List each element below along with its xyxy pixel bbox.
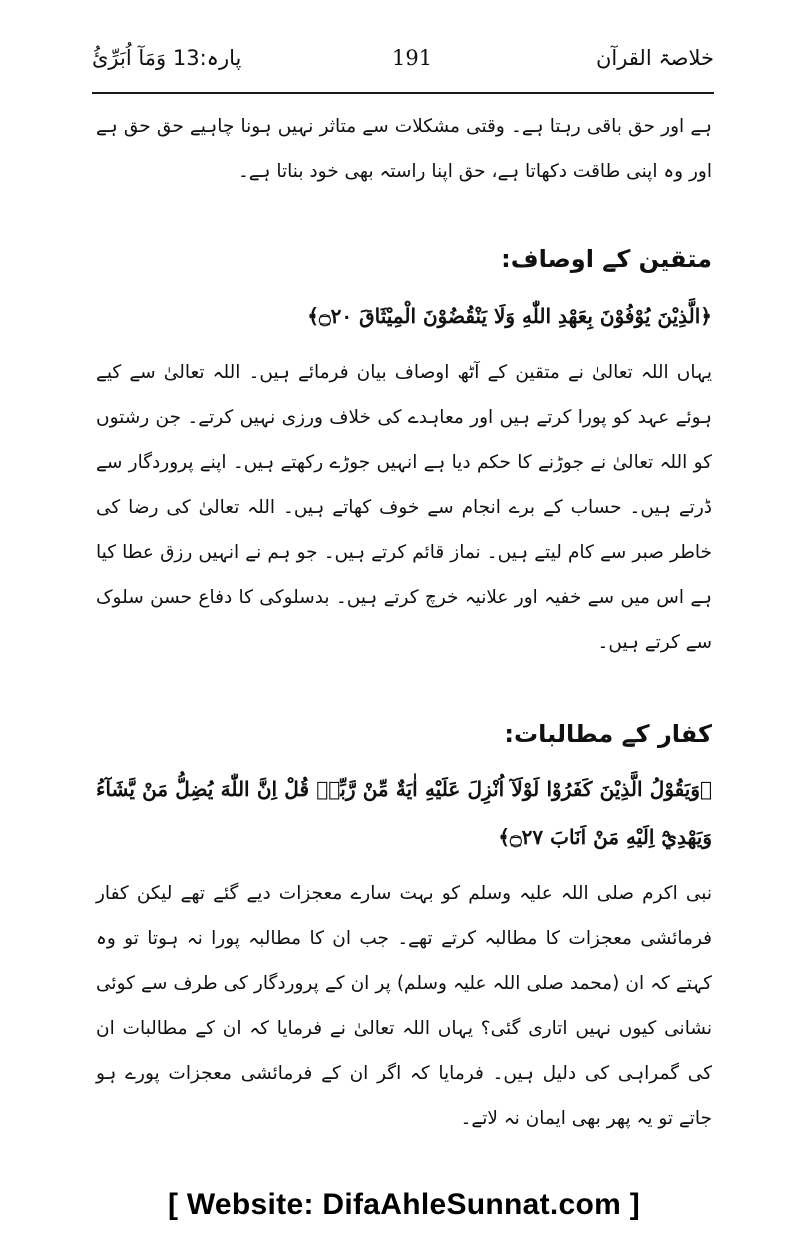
section-heading-muttaqin: متقین کے اوصاف: — [501, 245, 712, 273]
running-header — [92, 42, 714, 82]
page-number: 191 — [392, 46, 433, 70]
book-title: خلاصۃ القرآن — [595, 46, 714, 70]
website-footer: [ Website: DifaAhleSunnat.com ] — [167, 1188, 641, 1221]
muttaqin-paragraph: یہاں اللہ تعالیٰ نے متقین کے آٹھ اوصاف بیان فرمائے ہیں۔ اللہ تعالیٰ سے کیے ہوئے عہد کو پورا کرتے ہیں اور معاہدے کی خلاف ورزی نہیں کرتے۔ جن رشتوں کو اللہ تعالیٰ نے جوڑنے کا حکم دیا ہے انہیں جوڑے رکھتے ہیں۔ اپنے پروردگار سے ڈرتے ہیں۔ حساب کے برے انجام سے خوف کھاتے ہیں۔ اللہ تعالیٰ کی رضا کی خاطر صبر سے کام لیتے ہیں۔ نماز قائم کرتے ہیں۔ جو ہم نے انہیں رزق عطا کیا ہے اس میں سے خفیہ اور علانیہ خرچ کرتے ہیں۔ بدسلوکی کا دفاع حسن سلوک سے کرتے ہیں۔ — [96, 362, 712, 653]
kuffar-paragraph: نبی اکرم صلی اللہ علیہ وسلم کو بہت سارے معجزات دیے گئے تھے لیکن کفار فرمائشی معجزات کا مطالبہ کرتے تھے۔ جب ان کا مطالبہ پورا نہ ہوتا تو وہ کہتے کہ ان (محمد صلی اللہ علیہ وسلم) پر ان کے پروردگار کی طرف سے کوئی نشانی کیوں نہیں اتاری گئی؟ یہاں اللہ تعالیٰ نے فرمایا کہ ان کے مطالبات ان کی گمراہی کی دلیل ہیں۔ فرمایا کہ اگر ان کے فرمائشی معجزات پورے ہو جاتے تو یہ پھر بھی ایمان نہ لاتے۔ — [96, 883, 712, 1129]
header-divider — [92, 92, 714, 94]
intro-paragraph: ہے اور حق باقی رہتا ہے۔ وقتی مشکلات سے متاثر نہیں ہونا چاہیے حق حق ہے اور وہ اپنی طاقت دکھاتا ہے، حق اپنا راستہ بھی خود بناتا ہے۔ — [96, 116, 712, 182]
quran-verse-ayah-27: ﴿وَيَقُوْلُ الَّذِيْنَ كَفَرُوْا لَوْلَآ اُنْزِلَ عَلَيْهِ اٰيَةٌ مِّنْ رَّبِّهٖ قُلْ اِنَّ اللّٰهَ يُضِلُّ مَنْ يَّشَآءُ وَيَهْدِيْٓ اِلَيْهِ مَنْ اَنَابَ ۝٢٧﴾ — [96, 777, 712, 849]
quran-verse-ayah-20: ﴿الَّذِيْنَ يُوْفُوْنَ بِعَهْدِ اللّٰهِ وَلَا يَنْقُضُوْنَ الْمِيْثَاقَ ۝٢٠﴾ — [307, 304, 712, 328]
section-heading-kuffar: کفار کے مطالبات: — [504, 720, 712, 748]
para-label: پارہ:13 وَمَآ اُبَرِّئُ — [92, 46, 242, 70]
page-body — [96, 104, 712, 1141]
